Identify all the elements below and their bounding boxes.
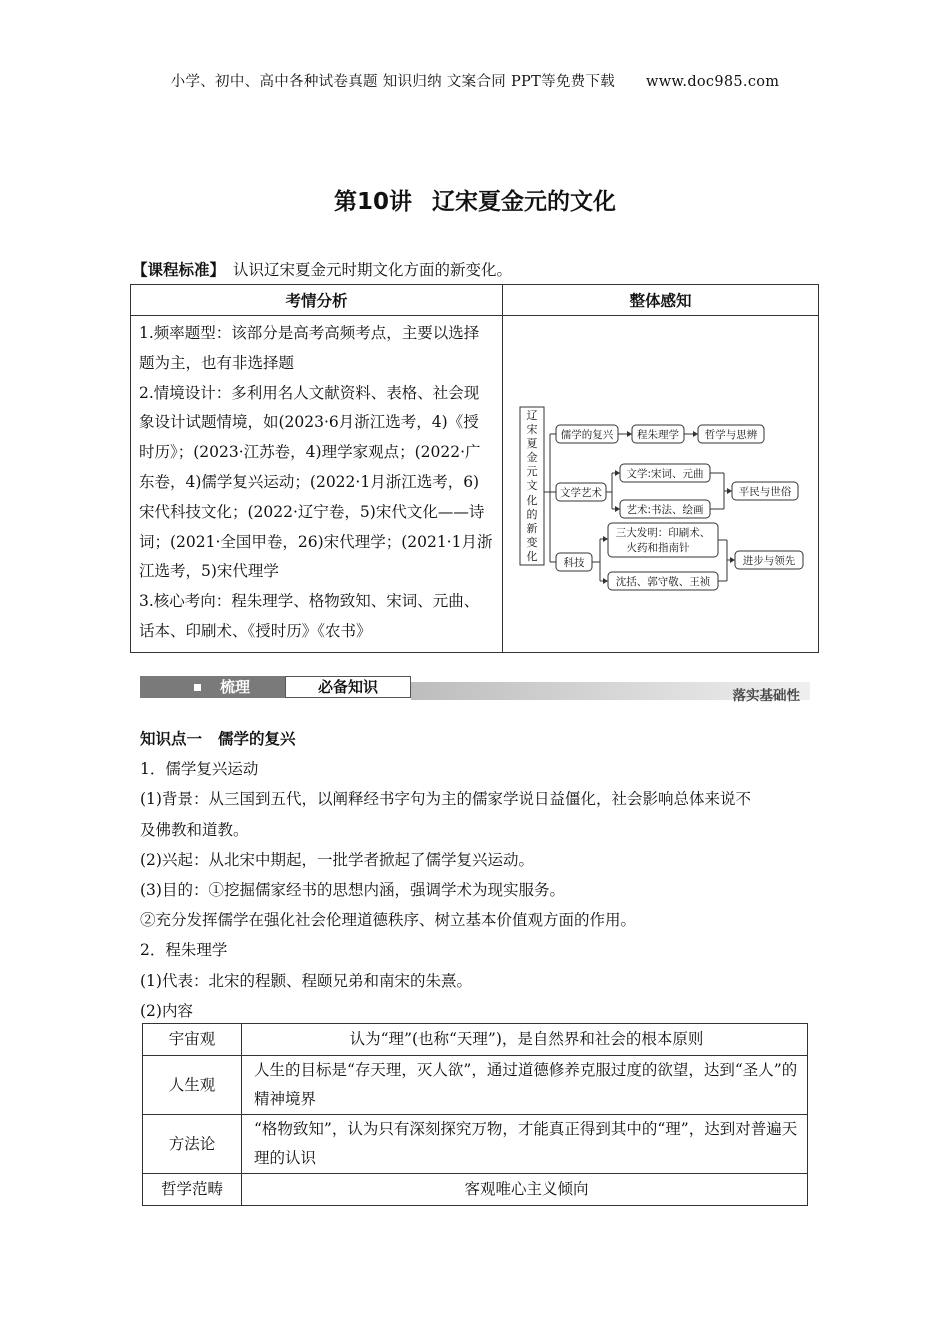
node-technology: 科技 [563,556,585,569]
concept-diagram [508,319,818,649]
analysis-line: 1.频率题型：该部分是高考高频考点，主要以选择 [139,324,480,342]
node-literature: 文学:宋词、元曲 [626,467,704,480]
lecture-name: 辽宋夏金元的文化 [432,189,616,215]
content-line: 2．程朱理学 [140,941,228,960]
header-analysis: 考情分析 [131,285,503,316]
row-key: 哲学范畴 [143,1174,242,1206]
analysis-cell [131,316,503,653]
row-value: 客观唯心主义倾向 [242,1174,808,1206]
content-line: (1)代表：北宋的程颢、程颐兄弟和南宋的朱熹。 [140,971,472,990]
analysis-line: 东卷，4)儒学复兴运动；(2022·1月浙江选考，6) [139,472,480,491]
analysis-line: 3.核心考向：程朱理学、格物致知、宋词、元曲、 [139,592,480,611]
header-text: 小学、初中、高中各种试卷真题 知识归纳 文案合同 PPT等免费下载 [170,74,616,90]
overview-table [130,284,819,653]
node-confucian-revival: 儒学的复兴 [560,428,614,441]
node-commoners: 平民与世俗 [738,485,792,498]
analysis-line: 话本、印刷术、《授时历》《农书》 [139,621,372,640]
page-header [0,70,950,91]
node-literature-art: 文学艺术 [560,486,602,499]
analysis-line: 象设计试题情境，如(2023·6月浙江选考，4)《授 [139,413,479,432]
node-philosophy: 哲学与思辨 [704,428,758,441]
content-line: 及佛教和道教。 [140,820,249,839]
root-label-wrap [520,409,544,565]
content-line: 1．儒学复兴运动 [140,760,259,779]
section-tag [140,676,285,698]
row-key: 宇宙观 [143,1024,242,1056]
knowledge-point-label: 知识点一 [140,730,203,748]
overview-diagram-cell [503,316,819,653]
table-row [143,1024,808,1056]
node-cheng-zhu: 程朱理学 [637,428,679,441]
table-row [143,1115,808,1174]
row-value: “格物致知”，认为只有深刻探究万物，才能真正得到其中的“理”，达到对普遍天理的认识 [242,1115,808,1174]
node-inventions-2: 火药和指南针 [626,541,690,554]
section-bar [140,676,810,704]
node-scientists: 沈括、郭守敬、王祯 [615,575,711,588]
knowledge-point-title: 儒学的复兴 [218,730,296,748]
analysis-line: 时历》；(2023·江苏卷，4)理学家观点；(2022·广 [139,443,481,462]
node-inventions-1: 三大发明：印刷术、 [615,526,711,539]
section-tag-label: 梳理 [220,678,251,696]
content-line: (1)背景：从三国到五代，以阐释经书字句为主的儒家学说日益僵化，社会影响总体来说不 [140,790,751,809]
knowledge-content [140,724,812,1026]
section-box-label: 必备知识 [285,676,411,698]
knowledge-point-heading [140,724,812,754]
row-value: 认为“理”(也称“天理”)，是自然界和社会的根本原则 [242,1024,808,1056]
row-key: 方法论 [143,1115,242,1174]
content-line: (2)内容 [140,1001,193,1020]
square-bullet-icon [194,684,201,691]
page-title [0,183,950,216]
analysis-line: 江选考，5)宋代理学 [139,562,279,581]
diagram-root-label: 辽宋夏金元文化的新变化 [526,408,538,563]
content-line: ②充分发挥儒学在强化社会伦理道德秩序、树立基本价值观方面的作用。 [140,911,637,930]
course-standard-label: 【课程标准】 [132,261,226,279]
header-site-link[interactable]: www.doc985.com [646,74,780,90]
content-line: (3)目的：①挖掘儒家经书的思想内涵，强调学术为现实服务。 [140,881,565,900]
analysis-line: 宋代科技文化；(2022·辽宁卷，5)宋代文化——诗 [139,502,485,521]
course-standard [132,258,512,280]
header-overview: 整体感知 [503,285,819,316]
analysis-line: 题为主，也有非选择题 [139,353,295,372]
section-right-label: 落实基础性 [732,688,800,704]
neo-confucianism-table [142,1023,808,1206]
course-standard-text: 认识辽宋夏金元时期文化方面的新变化。 [233,261,513,279]
node-art: 艺术:书法、绘画 [626,503,704,516]
analysis-line: 2.情境设计：多利用名人文献资料、表格、社会现 [139,383,480,402]
node-progress: 进步与领先 [742,554,796,567]
table-row [143,1056,808,1115]
row-key: 人生观 [143,1056,242,1115]
content-line: (2)兴起：从北宋中期起，一批学者掀起了儒学复兴运动。 [140,850,534,869]
table-row [143,1174,808,1206]
row-value: 人生的目标是“存天理，灭人欲”，通过道德修养克服过度的欲望，达到“圣人”的精神境界 [242,1056,808,1115]
lecture-number: 第10讲 [333,189,412,215]
analysis-line: 词；(2021·全国甲卷，26)宋代理学；(2021·1月浙 [139,532,493,551]
